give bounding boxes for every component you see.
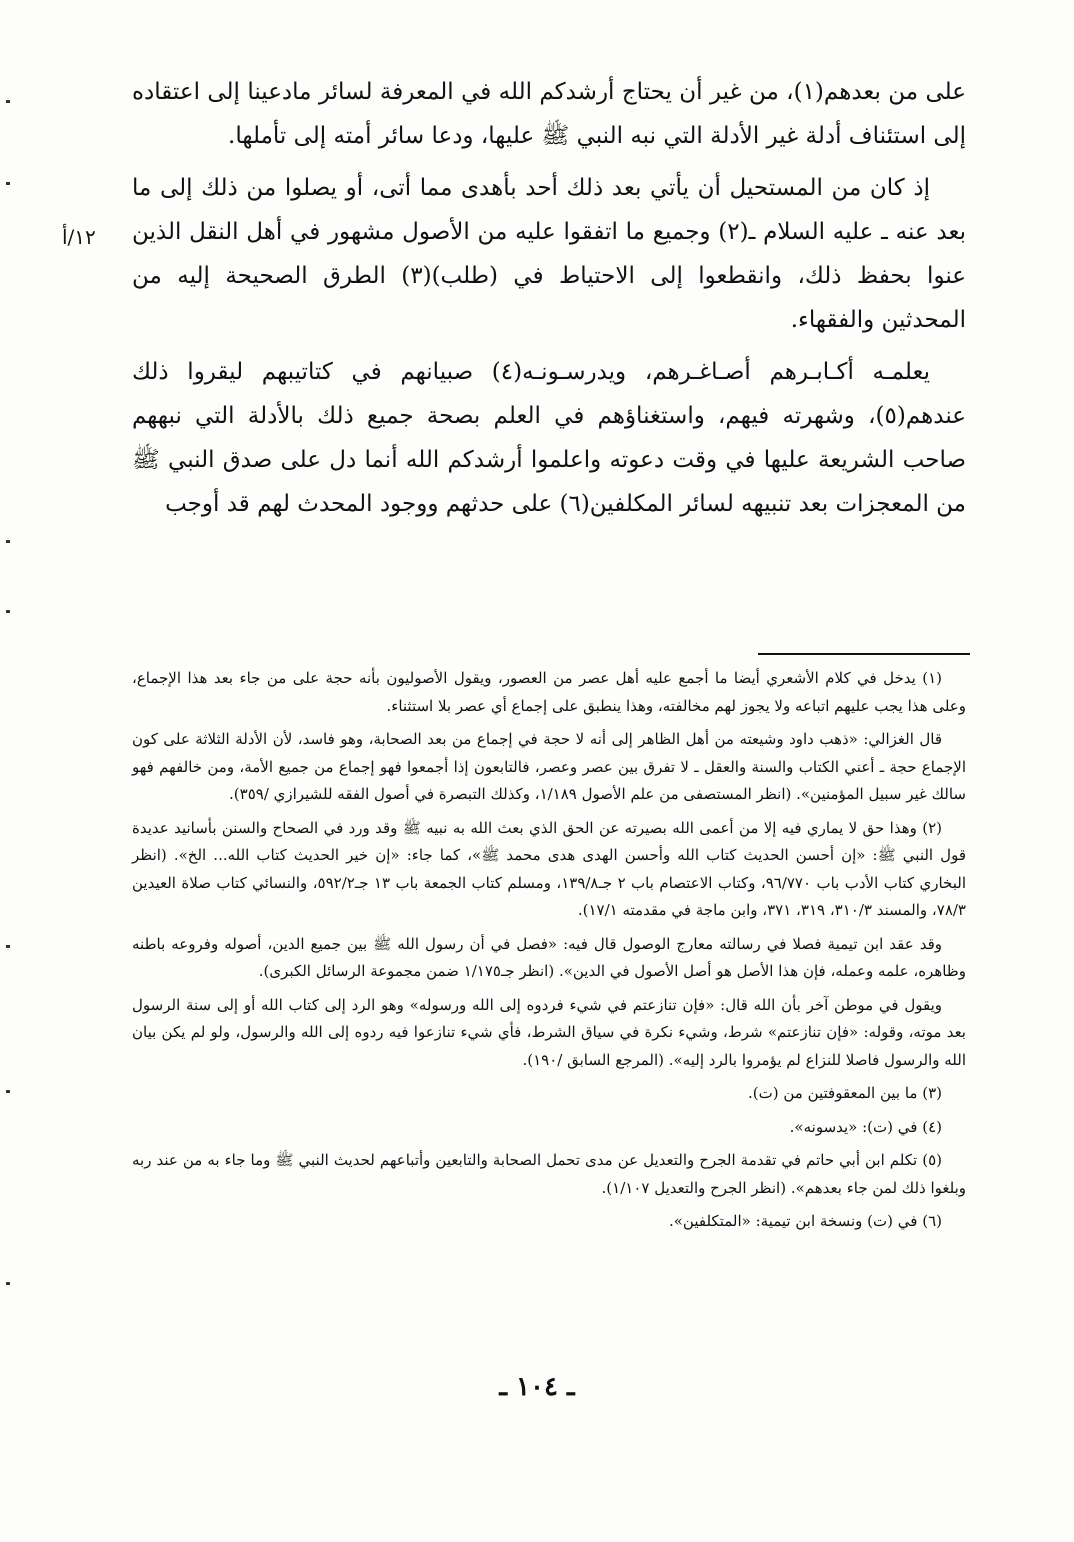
footnotes — [132, 665, 966, 1242]
footnote-2-continued-a: وقد عقد ابن تيمية فصلا في رسالته معارج الوصول قال فيه: «فصل في أن رسول الله ﷺ بين جميع الدين، أصوله وفروعه باطنه وظاهره، علمه وعمله، فإن هذا الأصل هو أصل الأصول في الدين». (انظر جـ١/١٧٥ ضمن مجموعة الرسائل الكبرى). — [132, 934, 966, 980]
manuscript-folio-marker: ١٢/أ — [62, 225, 96, 249]
scan-speck — [6, 1090, 10, 1093]
paragraph-1: على من بعدهم(١)، من غير أن يحتاج أرشدكم الله في المعرفة لسائر مادعينا إلى اعتقاده إلى استئناف أدلة غير الأدلة التي نبه النبي ﷺ عليها، ودعا سائر أمته إلى تأملها. — [132, 79, 966, 149]
footnote-6: (٦) في (ت) ونسخة ابن تيمية: «المتكلفين». — [668, 1212, 942, 1230]
scan-speck — [6, 1282, 10, 1285]
footnote-5: (٥) تكلم ابن أبي حاتم في تقدمة الجرح والتعديل عن مدى تحمل الصحابة والتابعين وأتباعهم لحديث النبي ﷺ وما جاء به من عند ربه وبلغوا ذلك لمن جاء بعدهم». (انظر الجرح والتعديل ١/١٠٧). — [132, 1151, 966, 1197]
scan-speck — [6, 182, 10, 185]
main-text — [132, 70, 966, 534]
footnote-2: (٢) وهذا حق لا يماري فيه إلا من أعمى الله بصيرته عن الحق الذي بعث الله به نبيه ﷺ وقد ورد في الصحاح والسنن بأسانيد عديدة قول النبي ﷺ: «إن أحسن الحديث كتاب الله وأحسن الهدى هدى محمد ﷺ»، كما جاء: «إن خير الحديث كتاب الله... الخ». (انظر البخاري كتاب الأدب باب ٩٦/٧٧٠، وكتاب الاعتصام باب ٢ جـ١٣٩/٨، ومسلم كتاب الجمعة باب ١٣ جـ٥٩٢/٢، والنسائي كتاب صلاة العيدين ٧٨/٣، والمسند ٣١٠/٣، ٣١٩، ٣٧١، وابن ماجة في مقدمته ١٧/١). — [132, 818, 966, 919]
scan-speck — [6, 540, 10, 543]
footnote-separator — [758, 653, 970, 655]
scan-speck — [6, 610, 10, 613]
scan-speck — [6, 100, 10, 103]
footnote-4: (٤) في (ت): «يدسونه». — [789, 1117, 942, 1136]
scan-speck — [6, 945, 10, 948]
paragraph-3: يعلمـه أكـابـرهم أصـاغـرهم، ويدرسـونـه(٤) صبيانهم في كتاتيبهم ليقروا ذلك عندهم(٥)، وشهرته فيهم، واستغناؤهم في العلم بصحة جميع ذلك بالأدلة التي نبههم صاحب الشريعة عليها في وقت دعوته واعلموا أرشدكم الله أنما دل على صدق النبي ﷺ من المعجزات بعد تنبيهه لسائر المكلفين(٦) على حدثهم ووجود المحدث لهم قد أوجب — [132, 359, 966, 517]
footnote-3: (٣) ما بين المعقوفتين من (ت). — [747, 1084, 942, 1102]
page-number: ـ ١٠٤ ـ — [499, 1372, 575, 1402]
footnote-2-continued-b: ويقول في موطن آخر بأن الله قال: «فإن تنازعتم في شيء فردوه إلى الله ورسوله» وهو الرد إلى كتاب الله أو إلى سنة الرسول بعد موته، وقوله: «فإن تنازعتم» شرط، وشيء نكرة في سياق الشرط، فأي شيء تنازعوا فيه ردوه إلى الله والرسول، ولو لم يكن بيان الله والرسول فاصلا للنزاع لم يؤمروا بالرد إليه». (المرجع السابق /١٩٠). — [132, 995, 966, 1069]
footnote-1: (١) يدخل في كلام الأشعري أيضا ما أجمع عليه أهل عصر من العصور، ويقول الأصوليون بأنه حجة على من جاء بعد هذا الإجماع، وعلى هذا يجب عليهم اتباعه ولا يجوز لهم مخالفته، وهذا ينطبق على إجماع أي عصر بلا استثناء. — [132, 669, 966, 715]
paragraph-2: إذ كان من المستحيل أن يأتي بعد ذلك أحد بأهدى مما أتى، أو يصلوا من ذلك إلى ما بعد عنه ـ عليه السلام ـ(٢) وجميع ما اتفقوا عليه من الأصول مشهور في أهل النقل الذين عنوا بحفظ ذلك، وانقطعوا إلى الاحتياط في (طلب)(٣) الطرق الصحيحة إليه من المحدثين والفقهاء. — [132, 175, 966, 333]
footnote-1-continued: قال الغزالي: «ذهب داود وشيعته من أهل الظاهر إلى أنه لا حجة في إجماع من بعد الصحابة، وهو فاسد، لأن الأدلة الثلاثة على كون الإجماع حجة ـ أعني الكتاب والسنة والعقل ـ لا تفرق بين عصر وعصر، فالتابعون إذا أجمعوا فهو إجماع من جميع الأمة، ومن خالفهم فهو سالك غير سبيل المؤمنين». (انظر المستصفى من علم الأصول ١/١٨٩، وكذلك التبصرة في أصول الفقه للشيرازي /٣٥٩). — [132, 730, 966, 803]
